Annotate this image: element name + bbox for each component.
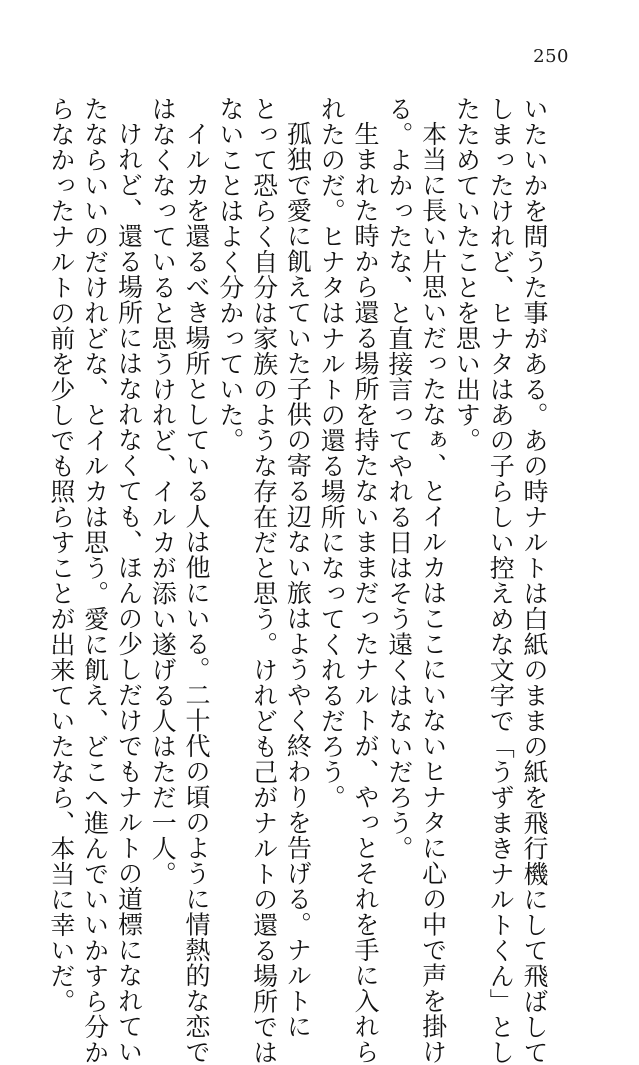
- text-line: らなかったナルトの前を少しでも照らすことが出来ていたなら、本当に幸いだ。: [46, 96, 76, 1014]
- text-line: いたいかを問うた事がある。あの時ナルトは白紙のままの紙を飛行機にして飛ばして: [520, 96, 549, 1065]
- text-line: 生まれた時から還る場所を持たないままだったナルトが、やっとそれを手に入れら: [351, 121, 381, 1065]
- text-line: る。よかったな、と直接言ってやれる日はそう遠くはないだろう。: [384, 96, 414, 861]
- vertical-text-body: [44, 96, 551, 1065]
- text-line: たためていたことを思い出す。: [452, 96, 482, 453]
- page-number: 250: [533, 46, 569, 67]
- text-line: イルカを還るべき場所としている人は他にいる。二十代の頃のように情熱的な恋で: [182, 121, 212, 1065]
- text-line: しまったけれど、ヒナタはあの子らしい控えめな文字で「うずまきナルトくん」とし: [486, 96, 516, 1065]
- text-line: たならいいのだけれどな、とイルカは思う。愛に飢え、どこへ進んでいいかすら分か: [80, 96, 110, 1065]
- text-line: 孤独で愛に飢えていた子供の寄る辺ない旅はようやく終わりを告げる。ナルトに: [283, 121, 313, 1039]
- text-line: けれど、還る場所にはなれなくても、ほんの少しだけでもナルトの道標になれてい: [114, 121, 144, 1065]
- text-line: 本当に長い片思いだったなぁ、とイルカはここにいないヒナタに心の中で声を掛け: [418, 121, 448, 1065]
- text-line: れたのだ。ヒナタはナルトの還る場所になってくれるだろう。: [317, 96, 347, 810]
- text-line: はなくなっていると思うけれど、イルカが添い遂げる人はただ一人。: [148, 96, 178, 887]
- text-line: とって恐らく自分は家族のような存在だと思う。けれども己がナルトの還る場所では: [249, 96, 279, 1065]
- text-line: ないことはよく分かっていた。: [215, 96, 245, 453]
